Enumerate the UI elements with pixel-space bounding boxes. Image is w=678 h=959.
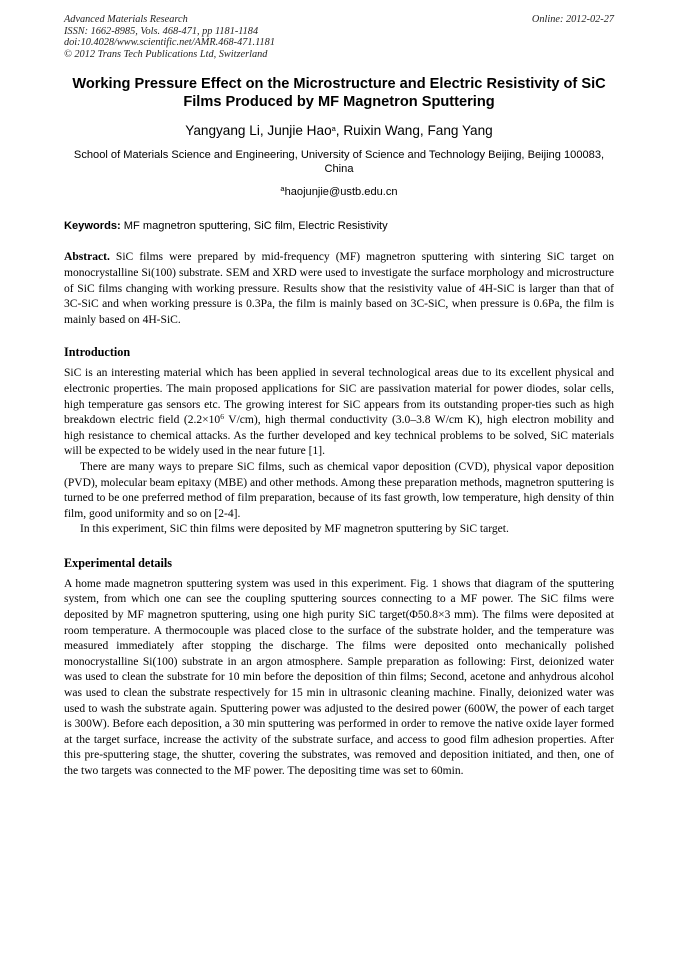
- online-date: Online: 2012-02-27: [531, 14, 614, 25]
- introduction-paragraph-2: There are many ways to prepare SiC films, such as chemical vapor deposition (CVD), physical vapor deposition (PVD), molecular beam epitaxy (MBE) and other methods. Among these preparation methods, magnetron sputtering is turned to be one preferred method of film preparation, because of its fast growth, low temperature, high density of thin film, good uniformity and so on [2-4].: [64, 460, 614, 520]
- keywords-label: Keywords:: [64, 220, 121, 233]
- journal-header: [64, 14, 614, 60]
- paper-page: [64, 14, 614, 780]
- paper-title: Working Pressure Effect on the Microstructure and Electric Resistivity of SiC Films Produced by MF Magnetron Sputtering: [72, 76, 606, 111]
- introduction-paragraph-1: [64, 366, 614, 460]
- introduction-heading: Introduction: [64, 345, 131, 360]
- experimental-paragraph-1: A home made magnetron sputtering system was used in this experiment. Fig. 1 shows that diagram of the sputtering system, from which one can see the coupling sputtering sources connecting to a MF power. The SiC films were deposited by MF magnetron sputtering, using one high purity SiC target(Φ50.8×3 mm). The films were deposited at room temperature. A thermocouple was placed close to the surface of the substrate holder, and the temperature was measured immediately after stopping the discharge. The films were deposited onto mechanically polished monocrystalline Si(100) substrate in an argon atmosphere. Sample preparation as following: First, deionized water was used to clean the substrate for 10 min before the deposition of thin films; Second, acetone and anhydrous alcohol was used to clean the substrate respectively for 15 min in ultrasonic cleaning machine. Finally, deionized water was used to wash the substrate again. Sputtering power was adjusted to the desired power (600W, the power of each target is 300W). Before each deposition, a 30 min sputtering was performed in order to remove the native oxide layer formed at the target surface, increase the activity of the substrate surface, and access to good film adhesion properties. After this pre-sputtering stage, the shutter, covering the substrates, was removed and deposition initiated, and then, one of the two targets was connected to the MF power. The depositing time was set to 60min.: [64, 577, 614, 777]
- abstract: [64, 250, 614, 328]
- authors-part-2: , Ruixin Wang, Fang Yang: [335, 123, 493, 139]
- intro-p1-text-b: V/cm), high thermal conductivity (3.0–3.8 W/cm K), high electron mobility and high resistance to chemical attacks. As the further developed and key technical problems to be solved, SiC materials will be expected to be widely used in the near future [1].: [64, 414, 615, 458]
- abstract-text: SiC films were prepared by mid-frequency (MF) magnetron sputtering with sintering SiC target on monocrystalline Si(100) substrate. SEM and XRD were used to investigate the surface morphology and microstructure of SiC films changing with working pressure. Results show that the resistivity value of 4H-SiC is larger than that of 3C-SiC and when working pressure is 0.3Pa, the film is mainly based on 3C-SiC, when pressure is 0.6Pa, the film is mainly based on 4H-SiC.: [64, 251, 614, 326]
- keywords-text: MF magnetron sputtering, SiC film, Electric Resistivity: [120, 220, 388, 233]
- author-affiliation-mark: a: [331, 124, 336, 134]
- corresponding-email: [64, 185, 614, 199]
- intro-p1-exponent: 6: [220, 412, 224, 422]
- authors-part-1: Yangyang Li, Junjie Hao: [185, 123, 332, 139]
- intro-p1-text-a: SiC is an interesting material which has been applied in several technological areas due to its excellent physical and electronic properties. The main proposed applications for SiC are passivation material for power diodes, solar cells, high temperature gas sensors etc. The growing interest for SiC appears from its outstanding proper-ties such as high breakdown electric field (2.2×10: [64, 367, 614, 427]
- email-mark: a: [280, 184, 285, 194]
- author-list: [64, 123, 614, 139]
- copyright-line: © 2012 Trans Tech Publications Ltd, Switzerland: [64, 48, 268, 60]
- email-address: haojunjie@ustb.edu.cn: [284, 186, 398, 199]
- issn-line: ISSN: 1662-8985, Vols. 468-471, pp 1181-1184: [64, 25, 259, 37]
- keywords: [64, 219, 614, 233]
- doi-line: doi:10.4028/www.scientific.net/AMR.468-471.1181: [64, 37, 275, 49]
- affiliation: School of Materials Science and Engineering, University of Science and Technology Beijing, Beijing 100083, China: [73, 149, 605, 176]
- experimental-heading: Experimental details: [64, 555, 172, 570]
- abstract-label: Abstract.: [64, 251, 110, 264]
- journal-name: Advanced Materials Research: [64, 14, 188, 25]
- introduction-paragraph-3: In this experiment, SiC thin films were deposited by MF magnetron sputtering by SiC target.: [80, 523, 509, 536]
